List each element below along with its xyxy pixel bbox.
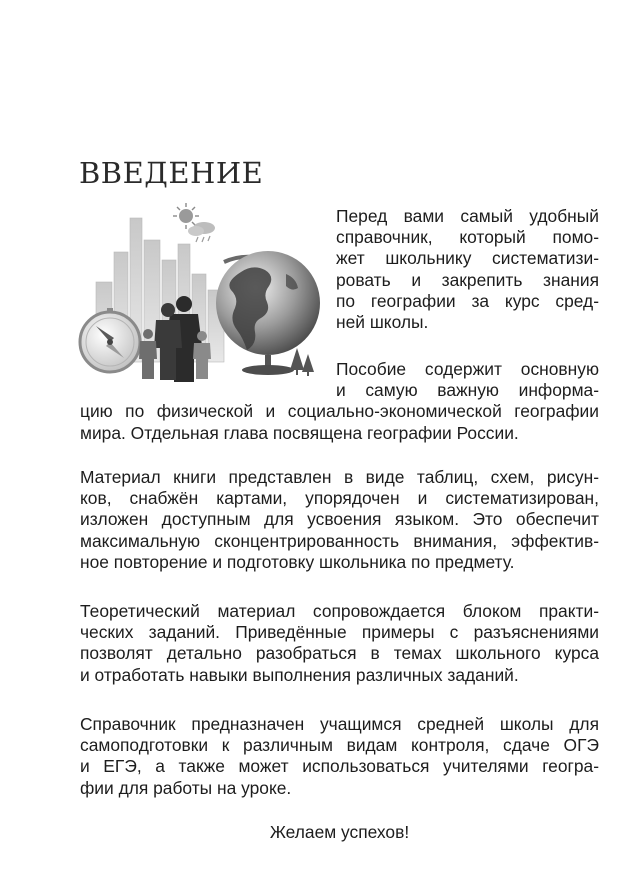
paragraph-line: мира. Отдельная глава посвящена географии России.	[80, 422, 519, 443]
paragraph-line: и отработать навыки выполнения различных заданий.	[80, 664, 519, 685]
intro-paragraph-3	[80, 467, 599, 573]
intro-paragraph-5	[80, 714, 599, 799]
paragraph-line: ков, снабжён картами, упорядочен и систематизирован,	[80, 488, 599, 509]
paragraph-line: позволят детально разобраться в темах школьного курса	[80, 643, 599, 664]
intro-paragraph-4	[80, 601, 599, 686]
paragraph-line: ное повторение и подготовку школьника по предмету.	[80, 551, 515, 572]
paragraph-line: ческих заданий. Приведённые примеры с разъяснениями	[80, 622, 599, 643]
closing-wish: Желаем успехов!	[269, 822, 410, 842]
paragraph-line: ней школы.	[336, 311, 429, 332]
paragraph-line: жет школьнику систематизи-	[336, 248, 599, 269]
paragraph-line: по географии за курс сред-	[336, 290, 599, 311]
paragraph-line: и ЕГЭ, а также может использоваться учителями геогра-	[80, 756, 599, 777]
paragraph-line: Материал книги представлен в виде таблиц, схем, рисун-	[80, 467, 599, 487]
globe-icon	[216, 251, 320, 375]
paragraph-line: максимальную сконцентрированность внимания, эффектив-	[80, 530, 599, 551]
paragraph-line: и самую важную информа-	[336, 380, 599, 401]
paragraph-line: справочник, который помо-	[336, 227, 599, 248]
intro-paragraph-1	[336, 206, 599, 333]
paragraph-line: цию по физической и социально-экономической географии	[80, 401, 599, 422]
paragraph-line: фии для работы на уроке.	[80, 777, 292, 798]
paragraph-line: Теоретический материал сопровождается блоком практи-	[80, 601, 599, 621]
paragraph-line: изложен доступным для усвоения языком. Это обеспечит	[80, 509, 599, 530]
sun-cloud-icon	[173, 203, 215, 242]
intro-paragraph-2	[80, 359, 599, 444]
paragraph-line: Перед вами самый удобный	[336, 206, 599, 226]
paragraph-line: самоподготовки к различным видам контроля, сдаче ОГЭ	[80, 735, 599, 756]
paragraph-line: ровать и закрепить знания	[336, 269, 599, 290]
paragraph-line: Справочник предназначен учащимся средней школы для	[80, 714, 599, 734]
geography-illustration	[76, 200, 326, 385]
page-title: ВВЕДЕНИЕ	[79, 156, 264, 190]
paragraph-line: Пособие содержит основную	[336, 359, 599, 379]
